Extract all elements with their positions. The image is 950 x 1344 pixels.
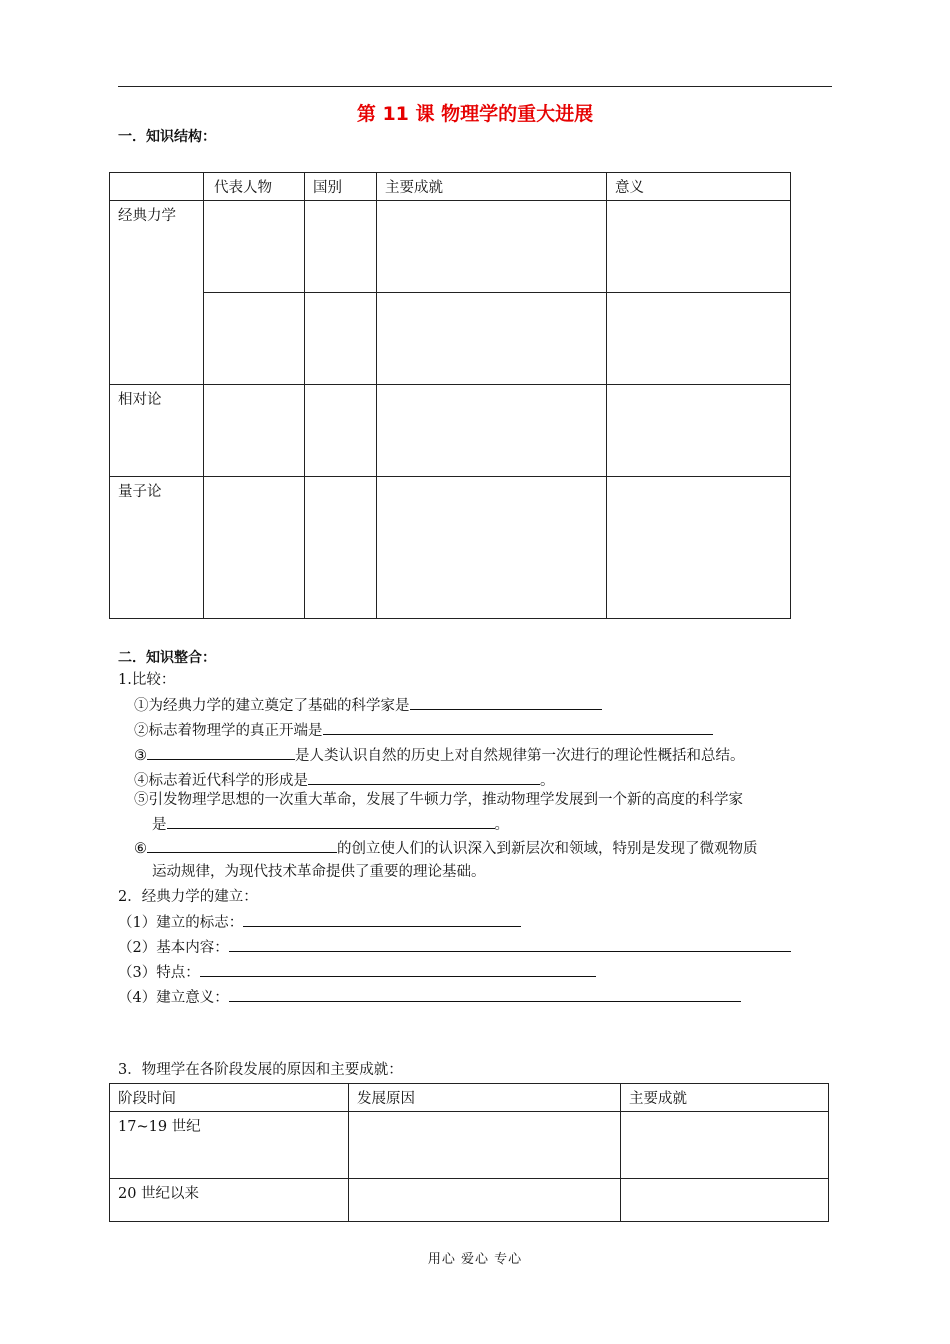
table-cell[interactable]	[607, 385, 791, 477]
answer-blank[interactable]	[147, 838, 337, 853]
q1-item-6-line2: 运动规律，为现代技术革命提供了重要的理论基础。	[152, 864, 486, 880]
page-footer: 用心 爱心 专心	[427, 1252, 523, 1267]
item-text: 为经典力学的建立奠定了基础的科学家是	[148, 698, 410, 714]
table-cell[interactable]	[305, 293, 377, 385]
answer-blank[interactable]	[243, 912, 521, 927]
row-label-classical-mechanics: 经典力学	[110, 201, 204, 385]
q2-item-3	[118, 962, 596, 983]
item-marker: ②	[134, 723, 149, 739]
section1-heading: 一．知识结构：	[118, 129, 216, 145]
item-text: （2）基本内容：	[118, 940, 229, 956]
item-text: 标志着近代科学的形成是	[148, 773, 308, 789]
q2-item-2	[118, 937, 791, 958]
answer-blank[interactable]	[410, 695, 602, 710]
table-header: 主要成就	[377, 173, 607, 201]
table-cell[interactable]	[607, 201, 791, 293]
q1-label: 1.比较：	[118, 672, 176, 688]
answer-blank[interactable]	[200, 962, 596, 977]
page-title: 第 11 课 物理学的重大进展	[356, 103, 594, 125]
row-label-20-century: 20 世纪以来	[110, 1179, 349, 1222]
table-cell[interactable]	[621, 1179, 829, 1222]
item-text: 的创立使人们的认识深入到新层次和领域，特别是发现了微观物质	[337, 841, 758, 857]
table-cell[interactable]	[349, 1179, 621, 1222]
table-header: 阶段时间	[110, 1084, 349, 1112]
item-marker: ⑤	[134, 792, 149, 808]
table-cell[interactable]	[377, 293, 607, 385]
table-cell[interactable]	[607, 477, 791, 619]
table-header-empty	[110, 173, 204, 201]
answer-blank[interactable]	[147, 745, 295, 760]
table-cell[interactable]	[377, 477, 607, 619]
answer-blank[interactable]	[229, 937, 791, 952]
table-header: 主要成就	[621, 1084, 829, 1112]
table-cell[interactable]	[349, 1112, 621, 1179]
item-end: 。	[494, 817, 509, 833]
table-cell[interactable]	[305, 201, 377, 293]
row-label-relativity: 相对论	[110, 385, 204, 477]
table-cell[interactable]	[377, 385, 607, 477]
knowledge-structure-table	[109, 172, 791, 619]
table-cell[interactable]	[305, 385, 377, 477]
q1-item-2	[134, 720, 713, 741]
item-text: （1）建立的标志：	[118, 915, 244, 931]
table-header: 意义	[607, 173, 791, 201]
q3-label: 3．物理学在各阶段发展的原因和主要成就：	[118, 1062, 403, 1078]
item-end: 。	[540, 773, 555, 789]
table-cell[interactable]	[204, 201, 305, 293]
q1-item-4	[134, 770, 555, 791]
table-cell[interactable]	[204, 293, 305, 385]
q1-item-1	[134, 695, 602, 716]
item-marker: ⑥	[134, 841, 147, 857]
item-text: 是	[152, 817, 167, 833]
table-header: 发展原因	[349, 1084, 621, 1112]
table-cell[interactable]	[621, 1112, 829, 1179]
table-cell[interactable]	[607, 293, 791, 385]
q1-item-3	[134, 745, 745, 766]
table-cell[interactable]	[305, 477, 377, 619]
item-marker: ①	[134, 698, 149, 714]
answer-blank[interactable]	[167, 814, 495, 829]
item-text: 引发物理学思想的一次重大革命，发展了牛顿力学，推动物理学发展到一个新的高度的科学家	[148, 792, 743, 808]
row-label-17-19-century: 17~19 世纪	[110, 1112, 349, 1179]
answer-blank[interactable]	[323, 720, 713, 735]
q2-label: 2．经典力学的建立：	[118, 889, 258, 905]
header-rule	[118, 86, 832, 87]
table-header: 国别	[305, 173, 377, 201]
q1-item-5-line2	[152, 814, 509, 835]
item-marker: ④	[134, 773, 149, 789]
table-cell[interactable]	[377, 201, 607, 293]
item-marker: ③	[134, 748, 147, 764]
item-text: （4）建立意义：	[118, 990, 229, 1006]
item-text: （3）特点：	[118, 965, 200, 981]
table-cell[interactable]	[204, 477, 305, 619]
section2-heading: 二．知识整合：	[118, 650, 216, 666]
table-cell[interactable]	[204, 385, 305, 477]
development-stages-table	[109, 1083, 829, 1222]
row-label-quantum-theory: 量子论	[110, 477, 204, 619]
q1-item-6	[134, 838, 758, 859]
q1-item-5	[134, 790, 743, 810]
answer-blank[interactable]	[229, 987, 741, 1002]
item-text: 标志着物理学的真正开端是	[148, 723, 323, 739]
answer-blank[interactable]	[308, 770, 540, 785]
q2-item-4	[118, 987, 741, 1008]
q2-item-1	[118, 912, 521, 933]
item-text: 是人类认识自然的历史上对自然规律第一次进行的理论性概括和总结。	[295, 748, 745, 764]
table-header: 代表人物	[204, 173, 305, 201]
